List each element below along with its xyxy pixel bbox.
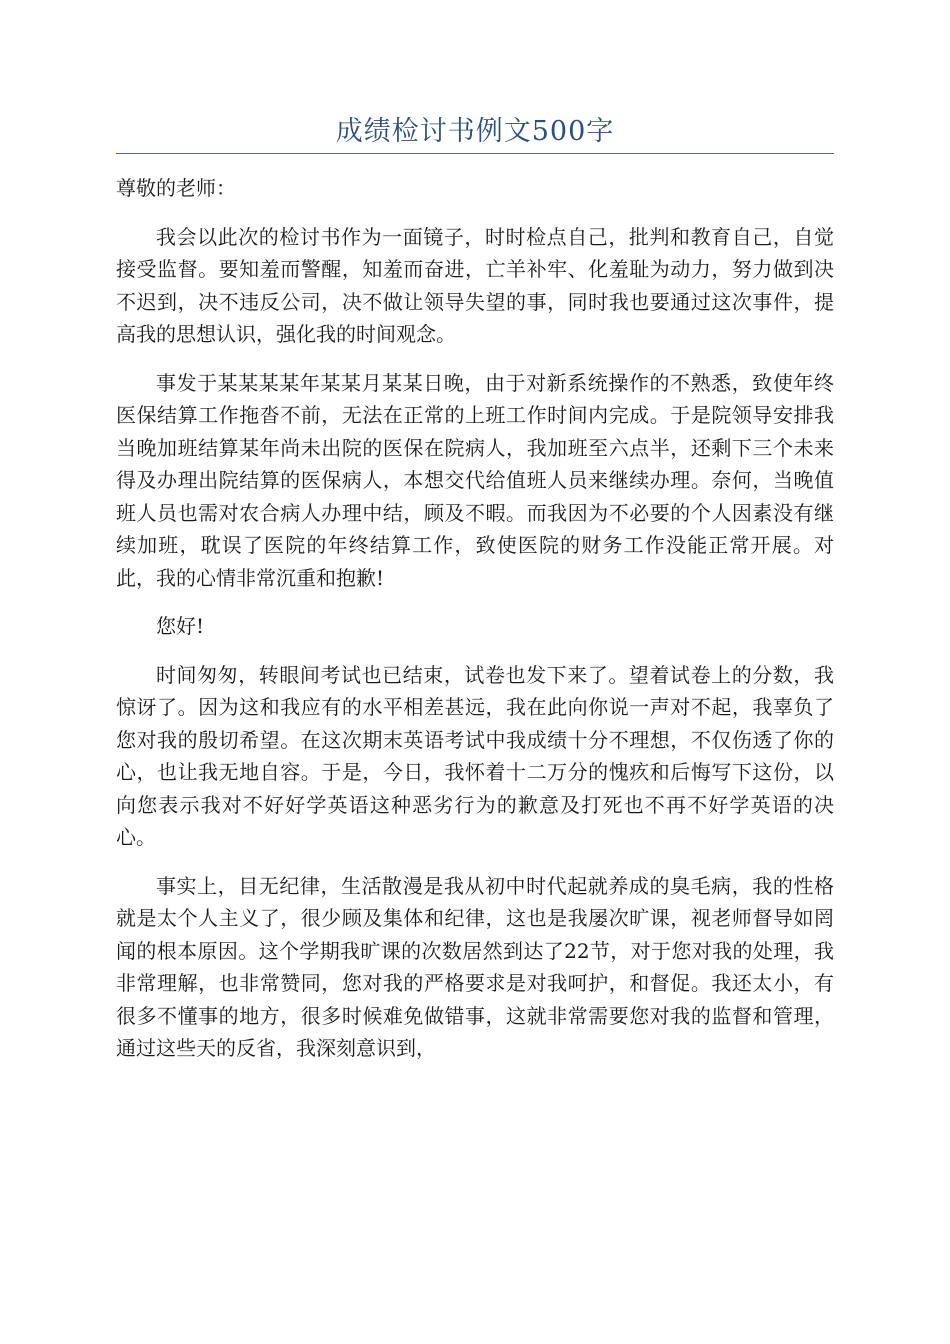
paragraph-5: 事实上，目无纪律，生活散漫是我从初中时代起就养成的臭毛病，我的性格就是太个人主义了，很少顾及集体和纪律，这也是我屡次旷课，视老师督导如罔闻的根本原因。这个学期我旷课的次数居然到达了22节，对于您对我的处理，我非常理解，也非常赞同，您对我的严格要求是对我呵护，和督促。我还太小，有很多不懂事的地方，很多时候难免做错事，这就非常需要您对我的监督和管理，通过这些天的反省，我深刻意识到， [116,873,834,1060]
document-title: 成绩检讨书例文500字 [335,116,615,147]
paragraph-4: 时间匆匆，转眼间考试也已结束，试卷也发下来了。望着试卷上的分数，我惊讶了。因为这和我应有的水平相差甚远，我在此向你说一声对不起，我辜负了您对我的殷切希望。在这次期末英语考试中我成绩十分不理想，不仅伤透了你的心，也让我无地自容。于是，今日，我怀着十二万分的愧疚和后悔写下这份，以向您表示我对不好好学英语这种恶劣行为的歉意及打死也不再不好学英语的决心。 [116,662,834,849]
title-underline [116,153,834,154]
document-body [116,172,834,1081]
salutation: 尊敬的老师： [116,176,236,200]
paragraph-2: 事发于某某某某年某某月某某日晚，由于对新系统操作的不熟悉，致使年终医保结算工作拖沓不前，无法在正常的上班工作时间内完成。于是院领导安排我当晚加班结算某年尚未出院的医保在院病人，我加班至六点半，还剩下三个未来得及办理出院结算的医保病人，本想交代给值班人员来继续办理。奈何，当晚值班人员也需对农合病人办理中结，顾及不暇。而我因为不必要的个人因素没有继续加班，耽误了医院的年终结算工作，致使医院的财务工作没能正常开展。对此，我的心情非常沉重和抱歉! [116,370,834,590]
paragraph-3: 您好! [156,614,205,638]
paragraph-1: 我会以此次的检讨书作为一面镜子，时时检点自己，批判和教育自己，自觉接受监督。要知羞而警醒，知羞而奋进，亡羊补牢、化羞耻为动力，努力做到决不迟到，决不违反公司，决不做让领导失望的事，同时我也要通过这次事件，提高我的思想认识，强化我的时间观念。 [116,224,834,346]
